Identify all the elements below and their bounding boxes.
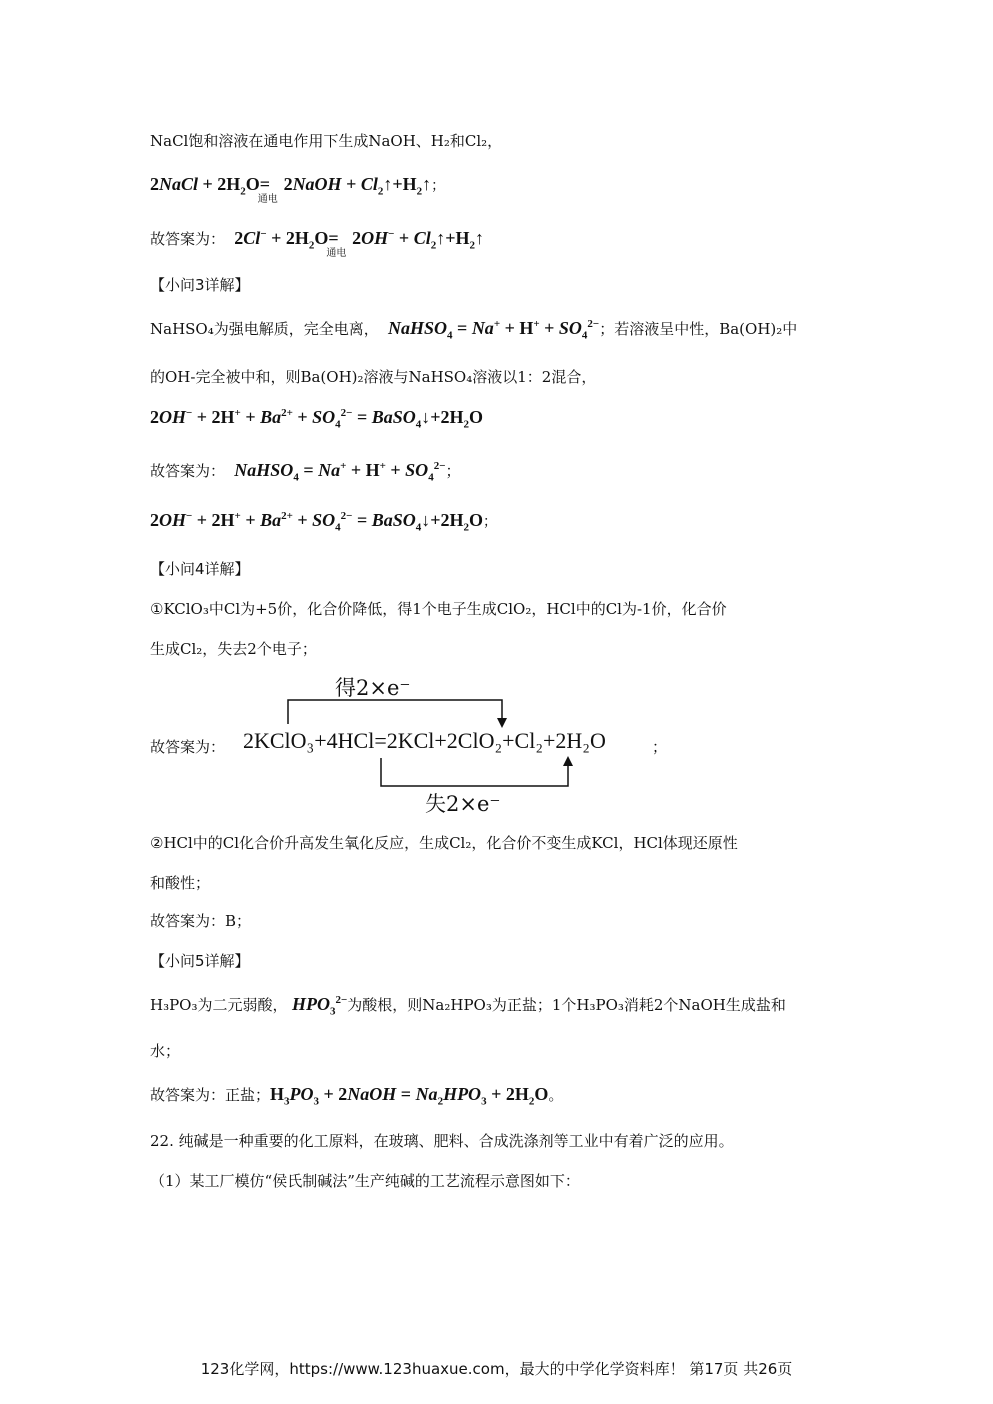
- text-line: NaCl饱和溶液在通电作用下生成NaOH、H₂和Cl₂，: [150, 132, 503, 150]
- text-line: 生成Cl₂，失去2个电子；: [150, 640, 317, 658]
- question-line: 22. 纯碱是一种重要的化工原料，在玻璃、肥料、合成洗涤剂等工业中有着广泛的应用。: [150, 1132, 734, 1150]
- section-heading: 【小问5详解】: [150, 952, 250, 970]
- answer-line: 故答案为：正盐；$H_3PO_3$ + 2NaOH = $Na_2HPO_3 + 2H_2O$。: [150, 1084, 564, 1108]
- text-line: 故答案为：B；: [150, 912, 252, 930]
- electron-gain-label: 得2×e⁻: [335, 676, 411, 700]
- equation-hpo3: $HPO_3^{2-}$: [292, 994, 348, 1018]
- text-line: H₃PO₃为二元弱酸， $HPO_3^{2-}$为酸根，则Na₂HPO₃为正盐；1个H₃PO₃消耗2个NaOH生成盐和: [150, 994, 786, 1018]
- text-line: 和酸性；: [150, 874, 211, 892]
- equation-ionic-electrolysis: $2Cl^- + 2H_2O=$ 通电 $2OH^- + Cl_2↑+H_2↑$: [229, 228, 484, 259]
- section-heading: 【小问4详解】: [150, 560, 250, 578]
- page-footer: 123化学网，https://www.123huaxue.com，最大的中学化学资料库！ 第17页 共26页: [200, 1360, 793, 1378]
- redox-equation: 2KClO₃+4HCl=2KCl+2ClO₂+Cl₂+2H₂O: [243, 728, 606, 753]
- question-line: （1）某工厂模仿“侯氏制碱法”生产纯碱的工艺流程示意图如下：: [150, 1172, 580, 1190]
- equation-nahso4-ionization: NaHSO$_4$ = $Na^+ + H^+ + SO_4^{2-}$: [234, 460, 446, 484]
- equation-nahso4-ionization: NaHSO$_4$ = $Na^+ + H^+ + SO_4^{2-}$: [388, 318, 600, 342]
- condition-label: 通电: [257, 194, 278, 205]
- text-line: 的OH-完全被中和，则Ba(OH)₂溶液与NaHSO₄溶液以1：2混合，: [150, 368, 597, 386]
- text-line: ①KClO₃中Cl为+5价，化合价降低，得1个电子生成ClO₂，HCl中的Cl为-1价，化合价: [150, 600, 727, 618]
- equation-h3po3-naoh: $H_3PO_3$ + 2NaOH = $Na_2HPO_3 + 2H_2O$: [270, 1084, 549, 1108]
- section-heading: 【小问3详解】: [150, 276, 250, 294]
- text-line: NaHSO₄为强电解质，完全电离， NaHSO$_4$ = $Na^+ + H^+ + SO_4^{2-}$；若溶液呈中性，Ba(OH)₂中: [150, 318, 798, 342]
- answer-line-ionic: [150, 228, 484, 259]
- text-line: ②HCl中的Cl化合价升高发生氧化反应，生成Cl₂，化合价不变生成KCl，HCl体现还原性: [150, 834, 738, 852]
- answer-prefix: 故答案为：: [150, 738, 226, 756]
- answer-line: 故答案为： NaHSO$_4$ = $Na^+ + H^+ + SO_4^{2-}$；: [150, 460, 461, 484]
- text-line: 水；: [150, 1042, 181, 1060]
- answer-prefix: 故答案为：: [150, 230, 226, 248]
- equation-electrolysis-nacl: 2NaCl + $2H_2O=$ 通电 2NaOH + $Cl_2↑+H_2↑$；: [150, 174, 446, 205]
- electron-transfer-diagram: [0, 668, 993, 818]
- equation-neutralization: $2OH^- + 2H^+ + Ba^{2+} + SO_4^{2-}$ = $BaSO_4↓+2H_2O$；: [150, 510, 498, 534]
- equation-neutralization: $2OH^- + 2H^+ + Ba^{2+} + SO_4^{2-}$ = $BaSO_4↓+2H_2O$: [150, 407, 484, 431]
- semicolon: ；: [652, 738, 668, 756]
- electron-loss-label: 失2×e⁻: [425, 792, 501, 816]
